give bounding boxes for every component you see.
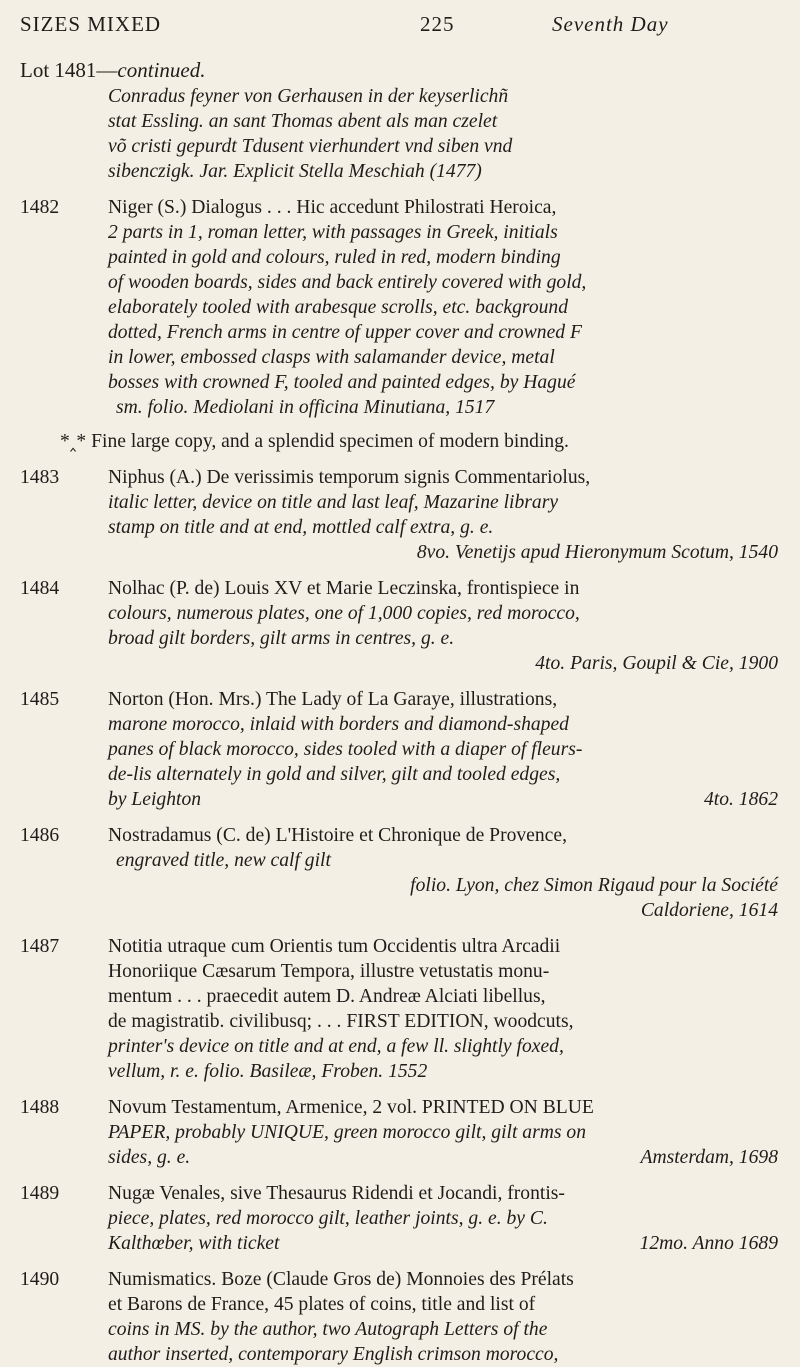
text-line — [0, 959, 800, 984]
line-text: piece, plates, red morocco gilt, leather joints, g. e. by C. — [108, 1208, 548, 1229]
line-text: in lower, embossed clasps with salamander device, metal — [108, 347, 555, 368]
line-text: Nugæ Venales, sive Thesaurus Ridendi et Jocandi, frontis- — [108, 1183, 565, 1204]
lot-entry-1487 — [0, 934, 800, 959]
text-line — [0, 1120, 800, 1145]
text-line — [0, 345, 800, 370]
note-text: *‸* Fine large copy, and a splendid specimen of modern binding. — [60, 431, 569, 452]
line-text: elaborately tooled with arabesque scrolls, etc. background — [108, 297, 569, 318]
line-text: de magistratib. civilibusq; . . . FIRST EDITION, woodcuts, — [108, 1011, 574, 1032]
text-line — [0, 370, 800, 395]
line-text: vellum, r. e. folio. Basileæ, Froben. 1552 — [108, 1061, 428, 1082]
catalogue-text — [0, 84, 800, 1367]
line-text: mentum . . . praecedit autem D. Andreæ Alciati libellus, — [108, 986, 546, 1007]
lot-entry-1489 — [0, 1181, 800, 1206]
line-text: 2 parts in 1, roman letter, with passages in Greek, initials — [108, 222, 558, 243]
line-text: sibenczigk. Jar. Explicit Stella Meschiah (1477) — [108, 161, 482, 182]
lot-entry-1484 — [0, 576, 800, 601]
line-text: of wooden boards, sides and back entirely covered with gold, — [108, 272, 587, 293]
line-text: Niger (S.) Dialogus . . . Hic accedunt Philostrati Heroica, — [108, 197, 557, 218]
text-line — [0, 1034, 800, 1059]
line-text: dotted, French arms in centre of upper cover and crowned F — [108, 322, 582, 343]
line-text: coins in MS. by the author, two Autograph Letters of the — [108, 1319, 548, 1340]
line-text: Honoriique Cæsarum Tempora, illustre vetustatis monu- — [108, 961, 550, 982]
line-text: Niphus (A.) De verissimis temporum signis Commentariolus, — [108, 467, 591, 488]
text-line — [0, 651, 800, 676]
text-line — [0, 134, 800, 159]
lot-number: 1484 — [20, 578, 60, 599]
text-line — [0, 984, 800, 1009]
line-text: bosses with crowned F, tooled and painted edges, by Hagué — [108, 372, 576, 393]
lot-heading-continued: continued. — [117, 58, 206, 82]
line-text: colours, numerous plates, one of 1,000 copies, red morocco, — [108, 603, 580, 624]
text-line — [0, 159, 800, 184]
lot-entry-1486 — [0, 823, 800, 848]
lot-entry-1490 — [0, 1267, 800, 1292]
line-text: 8vo. Venetijs apud Hieronymum Scotum, 1540 — [416, 542, 778, 563]
text-line — [0, 898, 800, 923]
text-line — [0, 1231, 800, 1256]
line-imprint: Amsterdam, 1698 — [640, 1147, 778, 1168]
text-line — [0, 601, 800, 626]
lot-number: 1488 — [20, 1097, 60, 1118]
text-line — [0, 1009, 800, 1034]
line-text: engraved title, new calf gilt — [116, 850, 331, 871]
line-text: Nolhac (P. de) Louis XV et Marie Leczinska, frontispiece in — [108, 578, 580, 599]
line-text: Conradus feyner von Gerhausen in der keyserlichñ — [108, 86, 509, 107]
lot-heading-prefix: Lot 1481— — [20, 58, 118, 82]
line-text: 4to. Paris, Goupil & Cie, 1900 — [535, 653, 778, 674]
line-text: PAPER, probably UNIQUE, green morocco gilt, gilt arms on — [108, 1122, 586, 1143]
line-imprint: 12mo. Anno 1689 — [639, 1233, 778, 1254]
note-line — [0, 429, 800, 454]
lot-number: 1486 — [20, 825, 60, 846]
text-line — [0, 1317, 800, 1342]
line-text: Notitia utraque cum Orientis tum Occidentis ultra Arcadii — [108, 936, 561, 957]
text-line — [0, 1145, 800, 1170]
line-text: broad gilt borders, gilt arms in centres, g. e. — [108, 628, 455, 649]
text-line — [0, 84, 800, 109]
line-text: printer's device on title and at end, a few ll. slightly foxed, — [108, 1036, 564, 1057]
lot-number: 1485 — [20, 689, 60, 710]
lot-entry-1488 — [0, 1095, 800, 1120]
line-text: sm. folio. Mediolani in officina Minutiana, 1517 — [116, 397, 495, 418]
text-line — [0, 395, 800, 420]
line-text: et Barons de France, 45 plates of coins, title and list of — [108, 1294, 536, 1315]
lot-entry-1485 — [0, 687, 800, 712]
line-text: by Leighton — [108, 789, 202, 810]
text-line — [0, 1292, 800, 1317]
line-text: stat Essling. an sant Thomas abent als man czelet — [108, 111, 498, 132]
text-line — [0, 1059, 800, 1084]
text-line — [0, 245, 800, 270]
line-text: Numismatics. Boze (Claude Gros de) Monnoies des Prélats — [108, 1269, 574, 1290]
line-text: sides, g. e. — [108, 1147, 191, 1168]
line-text: author inserted, contemporary English crimson morocco, — [108, 1344, 559, 1365]
header-day-label: Seventh Day — [552, 12, 669, 36]
text-line — [0, 320, 800, 345]
line-text: Novum Testamentum, Armenice, 2 vol. PRINTED ON BLUE — [108, 1097, 594, 1118]
line-text: Caldoriene, 1614 — [640, 900, 778, 921]
page-number: 225 — [420, 12, 455, 36]
line-text: Kalthœber, with ticket — [108, 1233, 280, 1254]
line-text: folio. Lyon, chez Simon Rigaud pour la Société — [410, 875, 778, 896]
text-line — [0, 873, 800, 898]
lot-number: 1489 — [20, 1183, 60, 1204]
line-text: italic letter, device on title and last leaf, Mazarine library — [108, 492, 559, 513]
text-line — [0, 626, 800, 651]
line-text: Nostradamus (C. de) L'Histoire et Chronique de Provence, — [108, 825, 567, 846]
lot-number: 1483 — [20, 467, 60, 488]
lot-number: 1482 — [20, 197, 60, 218]
text-line — [0, 848, 800, 873]
lot-number: 1490 — [20, 1269, 60, 1290]
page-header — [20, 12, 780, 42]
lot-entry-1483 — [0, 465, 800, 490]
line-text: võ cristi gepurdt Tdusent vierhundert vnd siben vnd — [108, 136, 513, 157]
text-line — [0, 1342, 800, 1367]
text-line — [0, 712, 800, 737]
line-text: stamp on title and at end, mottled calf extra, g. e. — [108, 517, 494, 538]
text-line — [0, 762, 800, 787]
line-text: panes of black morocco, sides tooled with a diaper of fleurs- — [108, 739, 583, 760]
lot-continued-heading — [20, 58, 205, 83]
text-line — [0, 1206, 800, 1231]
lot-number: 1487 — [20, 936, 60, 957]
text-line — [0, 737, 800, 762]
line-text: Norton (Hon. Mrs.) The Lady of La Garaye, illustrations, — [108, 689, 558, 710]
text-line — [0, 220, 800, 245]
header-section-label: SIZES MIXED — [20, 12, 162, 36]
line-text: de-lis alternately in gold and silver, gilt and tooled edges, — [108, 764, 561, 785]
line-imprint: 4to. 1862 — [703, 789, 778, 810]
line-text: marone morocco, inlaid with borders and diamond-shaped — [108, 714, 569, 735]
text-line — [0, 540, 800, 565]
text-line — [0, 109, 800, 134]
text-line — [0, 490, 800, 515]
text-line — [0, 787, 800, 812]
text-line — [0, 295, 800, 320]
text-line — [0, 270, 800, 295]
lot-entry-1482 — [0, 195, 800, 220]
text-line — [0, 515, 800, 540]
line-text: painted in gold and colours, ruled in red, modern binding — [108, 247, 561, 268]
